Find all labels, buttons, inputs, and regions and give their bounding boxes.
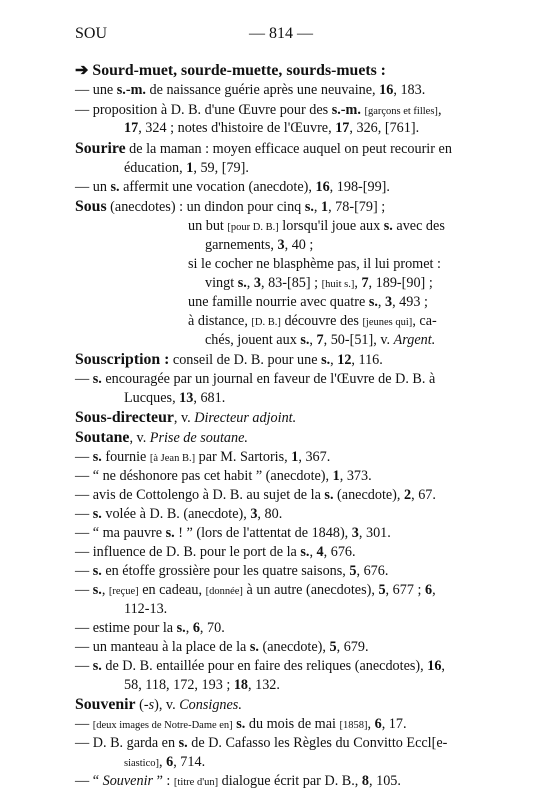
index-line-text	[75, 619, 225, 637]
entry-text: , 301.	[358, 525, 391, 541]
entry-text: , 70.	[199, 620, 225, 636]
entry-text: , 373.	[339, 468, 372, 484]
entry-text: conseil de D. B. pour une	[169, 352, 322, 368]
entry-text: s.	[300, 332, 310, 348]
entry-text: avec des	[392, 218, 445, 234]
index-line-text	[75, 696, 242, 714]
entry-text: de D. Cafasso les Règles du Convitto Eccl[e-	[187, 735, 448, 751]
arrow-icon: ➔	[75, 62, 93, 79]
entry-text: découvre des	[280, 313, 363, 329]
entry-text: —	[75, 658, 93, 674]
entry-text: (anecdote),	[258, 639, 330, 655]
entry-text: 3	[253, 275, 261, 291]
index-line-text	[75, 657, 445, 675]
entry-text: (anecdotes) : un dindon pour cinq	[106, 199, 305, 215]
entry-text: [1858]	[339, 720, 368, 731]
entry-text: (anecdote),	[333, 487, 405, 503]
entry-text: — influence de D. B. pour le port de la	[75, 544, 301, 560]
index-line-text	[75, 715, 407, 735]
entry-text: de la maman : moyen efficace auquel on peut recourir en	[125, 141, 452, 157]
entry-text: , 116.	[351, 352, 383, 368]
entry-text: —	[75, 716, 93, 732]
index-line-text	[75, 81, 425, 99]
entry-text: , 714.	[173, 754, 206, 770]
entry-text: 3	[351, 525, 359, 541]
entry-text: — un	[75, 179, 111, 195]
entry-text: s.	[368, 294, 378, 310]
entry-text: Consignes.	[179, 697, 242, 713]
entry-text: si le cocher ne blasphème pas, il lui promet :	[188, 256, 441, 272]
index-line-text	[124, 676, 280, 694]
entry-text: , 324 ; notes d'histoire de l'Œuvre,	[138, 120, 336, 136]
entry-text: s.	[92, 658, 102, 674]
entry-text: (	[135, 697, 144, 713]
entry-text: 5	[378, 582, 386, 598]
entry-heading: Sourd-muet, sourde-muette, sourds-muets :	[92, 62, 386, 79]
entry-text: 5	[349, 563, 357, 579]
index-line-text	[205, 331, 435, 349]
entry-text: — “ ne déshonore pas cet habit ” (anecdote),	[75, 468, 333, 484]
index-line-text	[188, 312, 437, 332]
entry-text: 12	[337, 352, 352, 368]
index-line-text	[75, 467, 372, 485]
entry-text: , v.	[173, 410, 195, 426]
entry-text: —	[75, 506, 93, 522]
entry-text: , 59, [79].	[193, 160, 249, 176]
entry-text: ,	[101, 582, 109, 598]
entry-text: 6	[374, 716, 382, 732]
index-line-text	[188, 255, 441, 273]
entry-text: s.	[383, 218, 393, 234]
index-line-text	[75, 198, 385, 216]
entry-text: s.	[92, 563, 102, 579]
index-line-text	[75, 734, 447, 752]
index-line-text	[75, 409, 296, 427]
entry-text: , v.	[129, 430, 150, 446]
entry-text: 16	[427, 658, 442, 674]
entry-text: , ca-	[412, 313, 437, 329]
entry-text: de naissance guérie après une neuvaine,	[145, 82, 380, 98]
index-line-text	[75, 543, 356, 561]
entry-text: ,	[159, 754, 167, 770]
entry-text: Lucques,	[124, 390, 180, 406]
entry-text: [reçue]	[108, 586, 139, 597]
entry-text: en cadeau,	[138, 582, 206, 598]
index-line-text	[124, 159, 249, 177]
entry-text: garnements,	[205, 237, 278, 253]
entry-text: Directeur adjoint.	[194, 410, 297, 426]
entry-text: , 679.	[336, 639, 369, 655]
entry-text: [D. B.]	[251, 317, 281, 328]
page-number: — 814 —	[249, 25, 313, 42]
entry-text: , 80.	[257, 506, 283, 522]
index-line-text	[75, 62, 386, 80]
entry-text: ,	[354, 275, 362, 291]
entry-text: , 78-[79] ;	[328, 199, 386, 215]
entry-text: [à Jean B.]	[149, 453, 196, 464]
index-line-text	[75, 581, 436, 601]
entry-text: un but	[188, 218, 228, 234]
entry-text: , 183.	[393, 82, 426, 98]
entry-text: de D. B. entaillée pour en faire des reliques (anecdotes),	[101, 658, 428, 674]
entry-text: 6	[192, 620, 200, 636]
entry-text: affermit une vocation (anecdote),	[119, 179, 316, 195]
index-line-text	[124, 119, 419, 137]
entry-text: — D. B. garda en	[75, 735, 179, 751]
entry-text: — “ ma pauvre	[75, 525, 166, 541]
entry-text: 3	[277, 237, 285, 253]
entry-text: 1	[320, 199, 329, 215]
entry-text: s.	[92, 371, 102, 387]
entry-text: 3	[384, 294, 393, 310]
entry-text: ! ” (lors de l'attentat de 1848),	[174, 525, 352, 541]
entry-text: , 326, [761].	[349, 120, 420, 136]
entry-text: du mois de mai	[245, 716, 340, 732]
entry-text: , 493 ;	[392, 294, 428, 310]
entry-text: volée à D. B. (anecdote),	[101, 506, 251, 522]
entry-text: s.	[165, 525, 175, 541]
entry-text: 6	[166, 754, 174, 770]
entry-text: s.	[176, 620, 186, 636]
entry-text: ,	[309, 544, 317, 560]
entry-text: -s	[143, 697, 155, 713]
entry-text: 6	[424, 582, 433, 598]
entry-text: ,	[313, 199, 321, 215]
entry-text: —	[75, 449, 93, 465]
entry-text: — estime pour la	[75, 620, 177, 636]
index-line-text	[75, 178, 390, 196]
entry-text: 1	[186, 160, 194, 176]
entry-text: s.	[178, 735, 188, 751]
entry-text: à un autre (anecdotes),	[242, 582, 379, 598]
entry-text: s.	[321, 352, 331, 368]
entry-text: ,	[432, 582, 436, 598]
entry-text: s.	[300, 544, 310, 560]
entry-text: [pour D. B.]	[227, 222, 279, 233]
index-line-text	[75, 448, 330, 468]
index-line-text	[75, 638, 369, 656]
entry-text: s.	[92, 506, 102, 522]
entry-text: 16	[379, 82, 394, 98]
entry-text: ,	[437, 102, 442, 118]
entry-text: , 132.	[248, 677, 280, 693]
entry-text: par M. Sartoris,	[195, 449, 292, 465]
entry-text: Prise de soutane.	[149, 430, 248, 446]
entry-text: , 50-[51], v.	[323, 332, 394, 348]
entry-text: s.	[249, 639, 259, 655]
index-line-text	[75, 370, 435, 388]
entry-heading: Souscription :	[75, 351, 170, 368]
entry-text: 5	[329, 639, 337, 655]
entry-text: —	[75, 563, 93, 579]
entry-heading: Soutane	[75, 429, 130, 446]
entry-text: ,	[309, 332, 317, 348]
index-line-text	[75, 140, 452, 158]
entry-text: Argent.	[393, 332, 436, 348]
entry-text: — un manteau à la place de la	[75, 639, 250, 655]
entry-text: ” :	[153, 773, 174, 789]
index-line-text	[205, 274, 433, 294]
entry-text: , 677 ;	[385, 582, 425, 598]
entry-text: fournie	[101, 449, 150, 465]
entry-text: 4	[316, 544, 324, 560]
entry-text: s.	[324, 487, 334, 503]
entry-text: 13	[179, 390, 194, 406]
entry-text: , 83-[85] ;	[260, 275, 322, 291]
entry-text: à distance,	[188, 313, 252, 329]
entry-text: ,	[367, 716, 375, 732]
entry-text: s.	[110, 179, 120, 195]
entry-text: , 17.	[381, 716, 407, 732]
entry-text: 58, 118, 172, 193 ;	[124, 677, 234, 693]
entry-text: [jeunes qui]	[362, 317, 413, 328]
entry-text: , 676.	[323, 544, 356, 560]
entry-text: — avis de Cottolengo à D. B. au sujet de la	[75, 487, 325, 503]
entry-text: ,	[377, 294, 385, 310]
entry-text: s.-m.	[116, 82, 146, 98]
entry-text: ), v.	[154, 697, 180, 713]
entry-text: encouragée par un journal en faveur de l'Œuvre de D. B. à	[101, 371, 436, 387]
entry-text: ,	[330, 352, 338, 368]
entry-text: s.	[304, 199, 314, 215]
entry-heading: Sourire	[75, 140, 126, 157]
entry-text: siastico]	[124, 758, 159, 769]
entry-text: , 189-[90] ;	[368, 275, 433, 291]
running-header: SOU	[75, 25, 108, 42]
entry-text: — “	[75, 773, 103, 789]
index-line-text	[75, 429, 248, 447]
index-line-text	[124, 600, 167, 618]
index-line-text	[75, 524, 391, 542]
entry-text: 1	[291, 449, 299, 465]
entry-text: [garçons et filles]	[364, 106, 438, 117]
entry-heading: Souvenir	[75, 696, 136, 713]
index-line-text	[75, 351, 383, 369]
entry-text: lorsqu'il joue aux	[278, 218, 384, 234]
entry-text: ,	[246, 275, 254, 291]
entry-text: 2	[404, 487, 412, 503]
entry-text: , 105.	[369, 773, 401, 789]
entry-text: s.	[92, 582, 102, 598]
entry-text: en étoffe grossière pour les quatre saisons,	[101, 563, 350, 579]
entry-text: s.	[236, 716, 246, 732]
entry-text: , 681.	[193, 390, 226, 406]
entry-text: 18	[233, 677, 249, 693]
entry-text: 17	[124, 120, 139, 136]
entry-text: 17	[335, 120, 350, 136]
entry-text: 3	[250, 506, 258, 522]
entry-text: 1	[332, 468, 340, 484]
entry-heading: Sous	[75, 198, 107, 215]
index-line-text	[124, 389, 225, 407]
entry-text: , 367.	[298, 449, 331, 465]
entry-text: 112-13.	[124, 601, 168, 617]
entry-text: Souvenir	[102, 773, 154, 789]
index-line-text	[75, 562, 388, 580]
index-line-text	[188, 293, 428, 311]
entry-text: 16	[315, 179, 330, 195]
entry-text: [titre d'un]	[173, 777, 219, 788]
index-line-text	[75, 101, 441, 121]
entry-text: vingt	[205, 275, 238, 291]
entry-text: chés, jouent aux	[205, 332, 301, 348]
entry-text: ,	[441, 658, 445, 674]
index-line-text	[124, 753, 205, 773]
entry-text: , 676.	[356, 563, 389, 579]
entry-text: , 198-[99].	[329, 179, 390, 195]
entry-text: — une	[75, 82, 117, 98]
entry-text: —	[75, 371, 93, 387]
entry-heading: Sous-directeur	[75, 409, 174, 426]
entry-text: [donnée]	[205, 586, 243, 597]
index-line-text	[188, 217, 445, 237]
entry-text: [huit s.]	[321, 279, 355, 290]
entry-text: éducation,	[124, 160, 187, 176]
entry-text: —	[75, 582, 93, 598]
entry-text: s.-m.	[331, 102, 361, 118]
entry-text: dialogue écrit par D. B.,	[218, 773, 362, 789]
entry-text: — proposition à D. B. d'une Œuvre pour des	[75, 102, 332, 118]
index-line-text	[205, 236, 313, 254]
entry-text: s.	[92, 449, 102, 465]
index-line-text	[75, 772, 401, 792]
entry-text: ,	[185, 620, 193, 636]
entry-text: 7	[316, 332, 324, 348]
entry-text: 8	[361, 773, 369, 789]
entry-text: , 67.	[411, 487, 436, 503]
entry-text: 7	[361, 275, 369, 291]
index-line-text	[75, 486, 436, 504]
entry-text: [deux images de Notre-Dame en]	[92, 720, 233, 731]
entry-text: , 40 ;	[284, 237, 314, 253]
index-line-text	[75, 505, 282, 523]
entry-text: une famille nourrie avec quatre	[188, 294, 369, 310]
entry-text: s.	[237, 275, 247, 291]
